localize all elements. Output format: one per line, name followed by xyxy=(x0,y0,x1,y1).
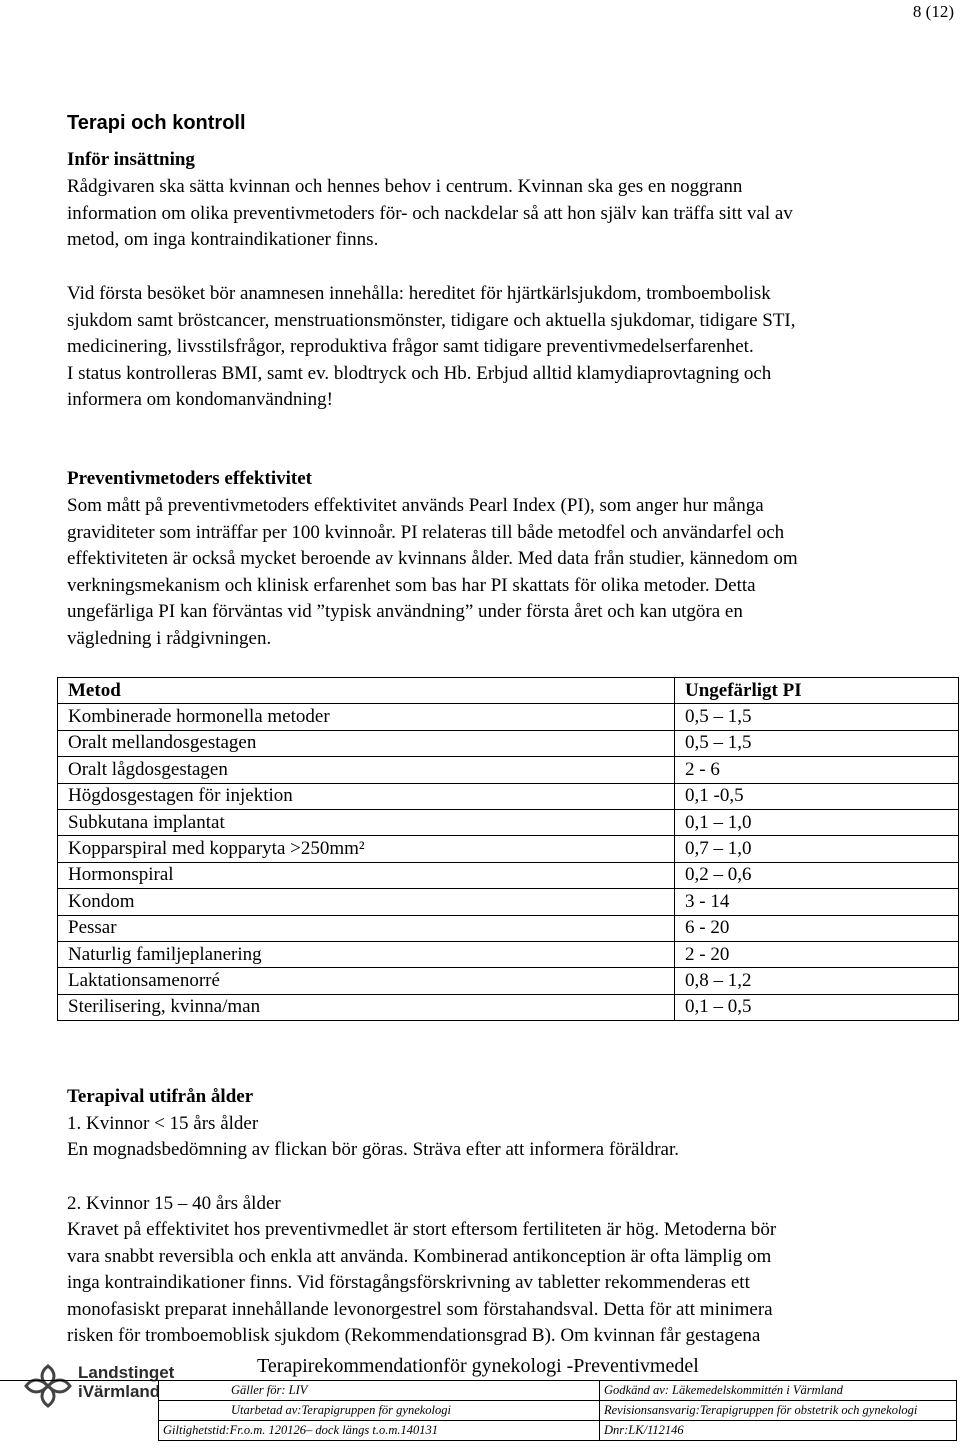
method-cell: Högdosgestagen för injektion xyxy=(58,783,675,809)
before-start-heading: Inför insättning xyxy=(67,149,195,170)
table-row xyxy=(58,757,959,783)
effectiveness-paragraph xyxy=(67,493,798,652)
text-line: verkningsmekanism och klinisk erfarenhet som bas har PI skattats för olika metoder. Detta xyxy=(67,574,756,596)
method-cell: Laktationsamenorré xyxy=(58,968,675,994)
table-row xyxy=(58,941,959,967)
text-line: Kravet på effektivitet hos preventivmedlet är stort eftersom fertiliteten är hög. Metoderna bör xyxy=(67,1219,777,1240)
text-line: information om olika preventivmetoders för- och nackdelar så att hon själv kan träffa sitt val av xyxy=(67,202,793,224)
table-header-row xyxy=(58,678,959,704)
pi-cell: 3 - 14 xyxy=(675,889,959,915)
logo-line-1: Landstinget xyxy=(78,1363,175,1382)
method-cell: Kombinerade hormonella metoder xyxy=(58,704,675,730)
method-cell: Kondom xyxy=(58,889,675,915)
text-line: Vid första besöket bör anamnesen innehålla: hereditet för hjärtkärlsjukdom, tromboembolisk xyxy=(67,283,771,304)
text-line: I status kontrolleras BMI, samt ev. blodtryck och Hb. Erbjud alltid klamydiaprovtagning och xyxy=(67,362,772,384)
pi-cell: 2 - 20 xyxy=(675,941,959,967)
pi-cell: 0,8 – 1,2 xyxy=(675,968,959,994)
text-line: medicinering, livsstilsfrågor, reproduktiva frågor samt tidigare preventivmedelserfarenhet. xyxy=(67,336,754,357)
pi-cell: 6 - 20 xyxy=(675,915,959,941)
text-line: vara snabbt reversibla och enkla att använda. Kombinerad antikonception är ofta lämplig om xyxy=(67,1245,772,1267)
text-line: sjukdom samt bröstcancer, menstruationsmönster, tidigare och aktuella sjukdomar, tidigare STI, xyxy=(67,309,796,331)
logo-line-2: iVärmland xyxy=(78,1382,161,1401)
table-row xyxy=(58,862,959,888)
dnr-cell: Dnr:LK/112146 xyxy=(600,1421,957,1441)
table-row xyxy=(58,809,959,835)
pi-cell: 0,5 – 1,5 xyxy=(675,704,959,730)
table-row xyxy=(58,915,959,941)
by-age-heading: Terapival utifrån ålder xyxy=(67,1086,254,1107)
footer-info-table xyxy=(158,1380,957,1441)
method-cell: Oralt lågdosgestagen xyxy=(58,757,675,783)
pi-cell: 0,1 – 0,5 xyxy=(675,994,959,1020)
text-line: effektiviteten är också mycket beroende av kvinnans ålder. Med data från studier, kännedom om xyxy=(67,548,798,569)
applies-to-cell: Gäller för: LIV xyxy=(159,1381,600,1401)
text-line: metod, om inga kontraindikationer finns. xyxy=(67,229,379,250)
age-group-2-title: 2. Kvinnor 15 – 40 års ålder xyxy=(67,1193,281,1214)
method-cell: Sterilisering, kvinna/man xyxy=(58,994,675,1020)
text-line: ungefärliga PI kan förväntas vid ”typisk användning” under första året och kan utgöra en xyxy=(67,601,743,622)
method-cell: Pessar xyxy=(58,915,675,941)
text-line: Rådgivaren ska sätta kvinnan och hennes behov i centrum. Kvinnan ska ges en noggrann xyxy=(67,176,743,197)
text-line: vägledning i rådgivningen. xyxy=(67,627,272,649)
method-cell: Kopparspiral med kopparyta >250mm² xyxy=(58,836,675,862)
effectiveness-heading: Preventivmetoders effektivitet xyxy=(67,468,312,489)
text-line: Som mått på preventivmetoders effektivitet används Pearl Index (PI), som anger hur många xyxy=(67,495,764,516)
table-row xyxy=(58,968,959,994)
table-row xyxy=(58,836,959,862)
pi-cell: 0,1 – 1,0 xyxy=(675,809,959,835)
text-line: graviditeter som inträffar per 100 kvinnoår. PI relateras till både metodfel och användarfel och xyxy=(67,521,785,543)
first-visit-paragraph xyxy=(67,281,796,414)
section-title: Terapi och kontroll xyxy=(67,112,246,134)
footer-divider xyxy=(0,1380,158,1381)
text-line: inga kontraindikationer finns. Vid förstagångsförskrivning av tabletter rekommenderas ett xyxy=(67,1272,750,1293)
age-group-1-text: En mognadsbedömning av flickan bör göras. Sträva efter att informera föräldrar. xyxy=(67,1139,680,1160)
method-cell: Naturlig familjeplanering xyxy=(58,941,675,967)
age-group-2-paragraph xyxy=(67,1217,776,1350)
prepared-by-cell: Utarbetad av:Terapigruppen för gynekologi xyxy=(159,1401,600,1421)
table-row xyxy=(58,783,959,809)
age-group-1-title: 1. Kvinnor < 15 års ålder xyxy=(67,1113,259,1134)
column-header-method: Metod xyxy=(58,678,675,704)
table-row xyxy=(58,730,959,756)
pi-cell: 0,7 – 1,0 xyxy=(675,836,959,862)
method-cell: Subkutana implantat xyxy=(58,809,675,835)
page-number: 8 (12) xyxy=(912,2,954,21)
table-row xyxy=(58,704,959,730)
table-row xyxy=(58,889,959,915)
before-start-paragraph xyxy=(67,174,793,254)
revision-owner-cell: Revisionsansvarig:Terapigruppen för obstetrik och gynekologi xyxy=(600,1401,957,1421)
footer-document-title: Terapirekommendationför gynekologi -Preventivmedel xyxy=(257,1355,699,1377)
table-row xyxy=(58,994,959,1020)
method-cell: Hormonspiral xyxy=(58,862,675,888)
approved-by-cell: Godkänd av: Läkemedelskommittén i Värmland xyxy=(600,1381,957,1401)
column-header-pi: Ungefärligt PI xyxy=(675,678,959,704)
text-line: risken för tromboemoblisk sjukdom (Rekommendationsgrad B). Om kvinnan får gestagena xyxy=(67,1325,761,1346)
landstinget-logo-icon xyxy=(22,1362,74,1410)
pi-cell: 2 - 6 xyxy=(675,757,959,783)
text-line: monofasiskt preparat innehållande levonorgestrel som förstahandsval. Detta för att minimera xyxy=(67,1298,773,1320)
pi-cell: 0,2 – 0,6 xyxy=(675,862,959,888)
text-line: informera om kondomanvändning! xyxy=(67,389,333,410)
method-cell: Oralt mellandosgestagen xyxy=(58,730,675,756)
pearl-index-table xyxy=(57,677,959,1021)
validity-cell: Giltighetstid:Fr.o.m. 120126– dock längs t.o.m.140131 xyxy=(159,1421,600,1441)
pi-cell: 0,1 -0,5 xyxy=(675,783,959,809)
pi-cell: 0,5 – 1,5 xyxy=(675,730,959,756)
